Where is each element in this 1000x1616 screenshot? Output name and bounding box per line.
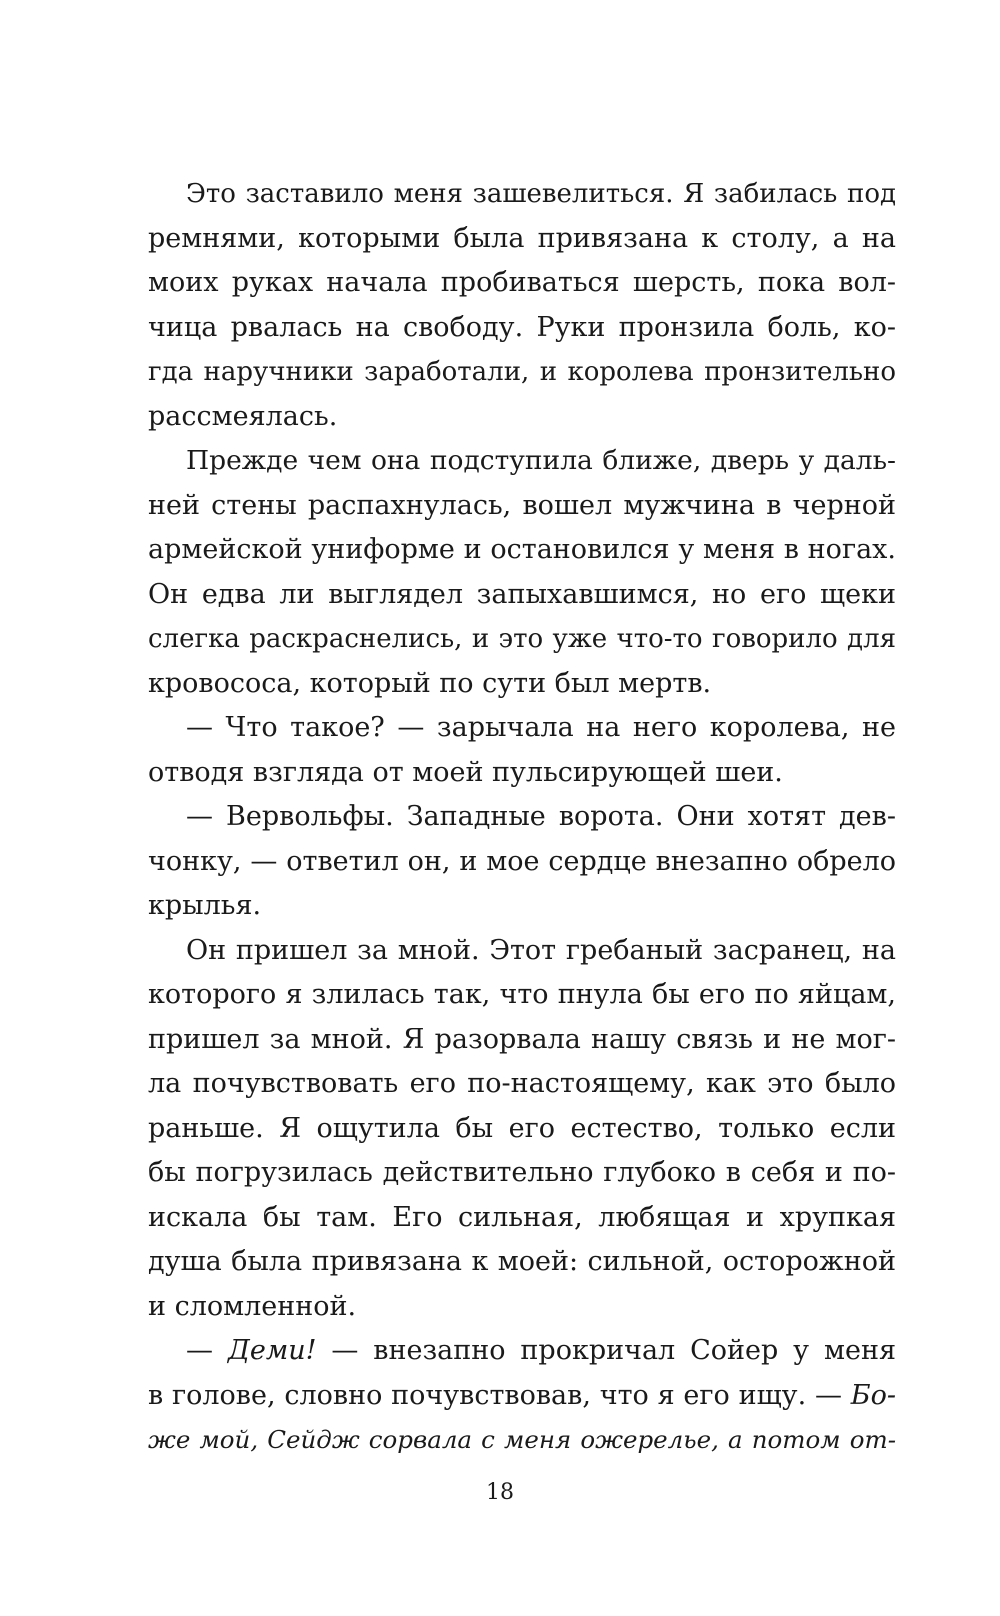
text-line: ла почувствовать его по-настоящему, как это было [148,1068,896,1099]
text-line: слегка раскраснелись, и это уже что-то говорило для [148,624,896,654]
text-line: ремнями, которыми была привязана к столу, а на [148,222,896,254]
text-line: душа была привязана к моей: сильной, осторожной [148,1246,896,1277]
text-line: чица рвалась на свободу. Руки пронзила боль, ко- [148,311,896,343]
text-line: раньше. Я ощутила бы его естество, только если [148,1112,896,1144]
text-line: Он едва ли выглядел запыхавшимся, но его щеки [148,578,896,610]
dialogue-text: — внезапно прокричал Сойер у меня [331,1335,896,1366]
dialogue-dash: — [186,1335,213,1366]
dialogue-line [148,1418,896,1463]
text-line: моих руках начала пробиваться шерсть, пока вол- [148,267,896,298]
text-line: — Что такое? — зарычала на него королева, не [186,712,896,743]
text-line: ней стены распахнулась, вошел мужчина в черной [148,489,896,521]
dialogue-line [148,1329,896,1374]
text-line: бы погрузилась действительно глубоко в себя и по- [148,1157,896,1188]
text-line: армейской униформе и остановился у меня в ногах. [148,534,896,565]
text-line: — Вервольфы. Западные ворота. Они хотят дев- [186,801,896,832]
text-line: Это заставило меня зашевелиться. Я забилась под [186,179,896,209]
text-line: искала бы там. Его сильная, любящая и хрупкая [148,1201,896,1233]
text-line: и сломленной. [148,1290,357,1322]
dialogue-italic: Бо- [850,1379,897,1411]
text-line: крылья. [148,890,262,921]
dialogue-italic: Деми! [227,1335,317,1366]
text-line: Он пришел за мной. Этот гребаный засранец, на [186,934,896,966]
dialogue-line [148,1374,896,1419]
text-line: которого я злилась так, что пнула бы его по яйцам, [148,979,896,1010]
text-line: гда наручники заработали, и королева пронзительно [148,357,896,387]
page-number: 18 [486,1480,514,1505]
text-line: рассмеялась. [148,400,338,432]
text-line: отводя взгляда от моей пульсирующей шеи. [148,756,783,788]
dialogue-text: в голове, словно почувствовав, что я его ищу. — [148,1379,842,1411]
text-line: Прежде чем она подступила ближе, дверь у даль- [186,445,896,476]
text-line: чонку, — ответил он, и мое сердце внезапно обрело [148,845,896,877]
text-line: кровососа, который по сути был мертв. [148,667,712,699]
dialogue-italic: же мой, Сейдж сорвала с меня ожерелье, а потом от- [148,1425,896,1454]
page-body-text [148,172,896,1463]
text-line: пришел за мной. Я разорвала нашу связь и не мог- [148,1023,896,1055]
